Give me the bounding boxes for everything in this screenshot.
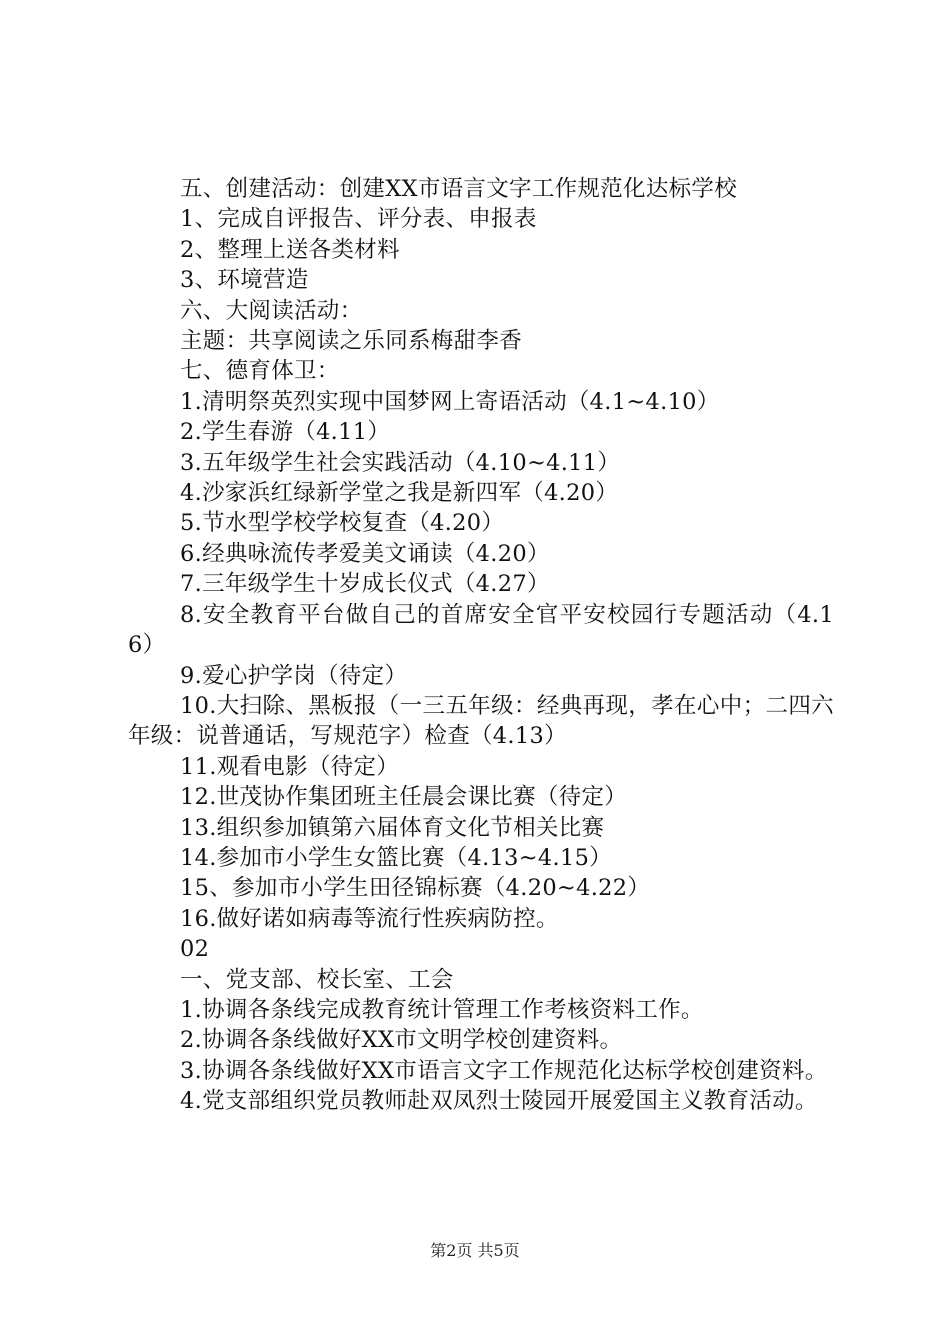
list-item: 2.学生春游（4.11） bbox=[180, 419, 391, 446]
list-item: 1.协调各条线完成教育统计管理工作考核资料工作。 bbox=[180, 996, 704, 1023]
list-item: 12.世茂协作集团班主任晨会课比赛（待定） bbox=[180, 784, 628, 811]
list-item: 13.组织参加镇第六届体育文化节相关比赛 bbox=[180, 814, 605, 841]
list-item: 3.协调各条线做好XX市语言文字工作规范化达标学校创建资料。 bbox=[180, 1057, 828, 1084]
theme-line: 主题：共享阅读之乐同系梅甜李香 bbox=[180, 328, 523, 355]
page-footer: 第2页 共5页 bbox=[430, 1241, 520, 1260]
list-item: 11.观看电影（待定） bbox=[180, 753, 400, 780]
list-item: 14.参加市小学生女篮比赛（4.13~4.15） bbox=[180, 844, 613, 871]
list-item: 3、环境营造 bbox=[180, 267, 309, 294]
section-heading-one: 一、党支部、校长室、工会 bbox=[180, 966, 454, 993]
section-number: 02 bbox=[180, 936, 210, 963]
list-item: 1、完成自评报告、评分表、申报表 bbox=[180, 206, 537, 233]
list-item: 8.安全教育平台做自己的首席安全官平安校园行专题活动（4.16） bbox=[128, 601, 834, 659]
list-item: 3.五年级学生社会实践活动（4.10~4.11） bbox=[180, 449, 621, 476]
list-item: 1.清明祭英烈实现中国梦网上寄语活动（4.1~4.10） bbox=[180, 388, 720, 415]
list-item: 15、参加市小学生田径锦标赛（4.20~4.22） bbox=[180, 875, 651, 902]
section-heading-six: 六、大阅读活动： bbox=[180, 297, 363, 324]
section-heading-five: 五、创建活动：创建XX市语言文字工作规范化达标学校 bbox=[180, 176, 738, 202]
section-heading-seven: 七、德育体卫： bbox=[180, 358, 340, 385]
list-item: 9.爱心护学岗（待定） bbox=[180, 662, 408, 689]
list-item: 4.党支部组织党员教师赴双凤烈士陵园开展爱国主义教育活动。 bbox=[180, 1088, 818, 1115]
list-item: 10.大扫除、黑板报（一三五年级：经典再现，孝在心中；二四六年级：说普通话，写规范字）检查（4.13） bbox=[128, 692, 834, 750]
list-item: 2.协调各条线做好XX市文明学校创建资料。 bbox=[180, 1027, 623, 1054]
list-item: 5.节水型学校学校复查（4.20） bbox=[180, 510, 505, 537]
document-body bbox=[128, 174, 834, 1117]
list-item: 6.经典咏流传孝爱美文诵读（4.20） bbox=[180, 540, 550, 567]
list-item: 4.沙家浜红绿新学堂之我是新四军（4.20） bbox=[180, 480, 619, 507]
list-item: 7.三年级学生十岁成长仪式（4.27） bbox=[180, 571, 550, 598]
list-item: 2、整理上送各类材料 bbox=[180, 236, 400, 263]
list-item: 16.做好诺如病毒等流行性疾病防控。 bbox=[180, 905, 559, 932]
